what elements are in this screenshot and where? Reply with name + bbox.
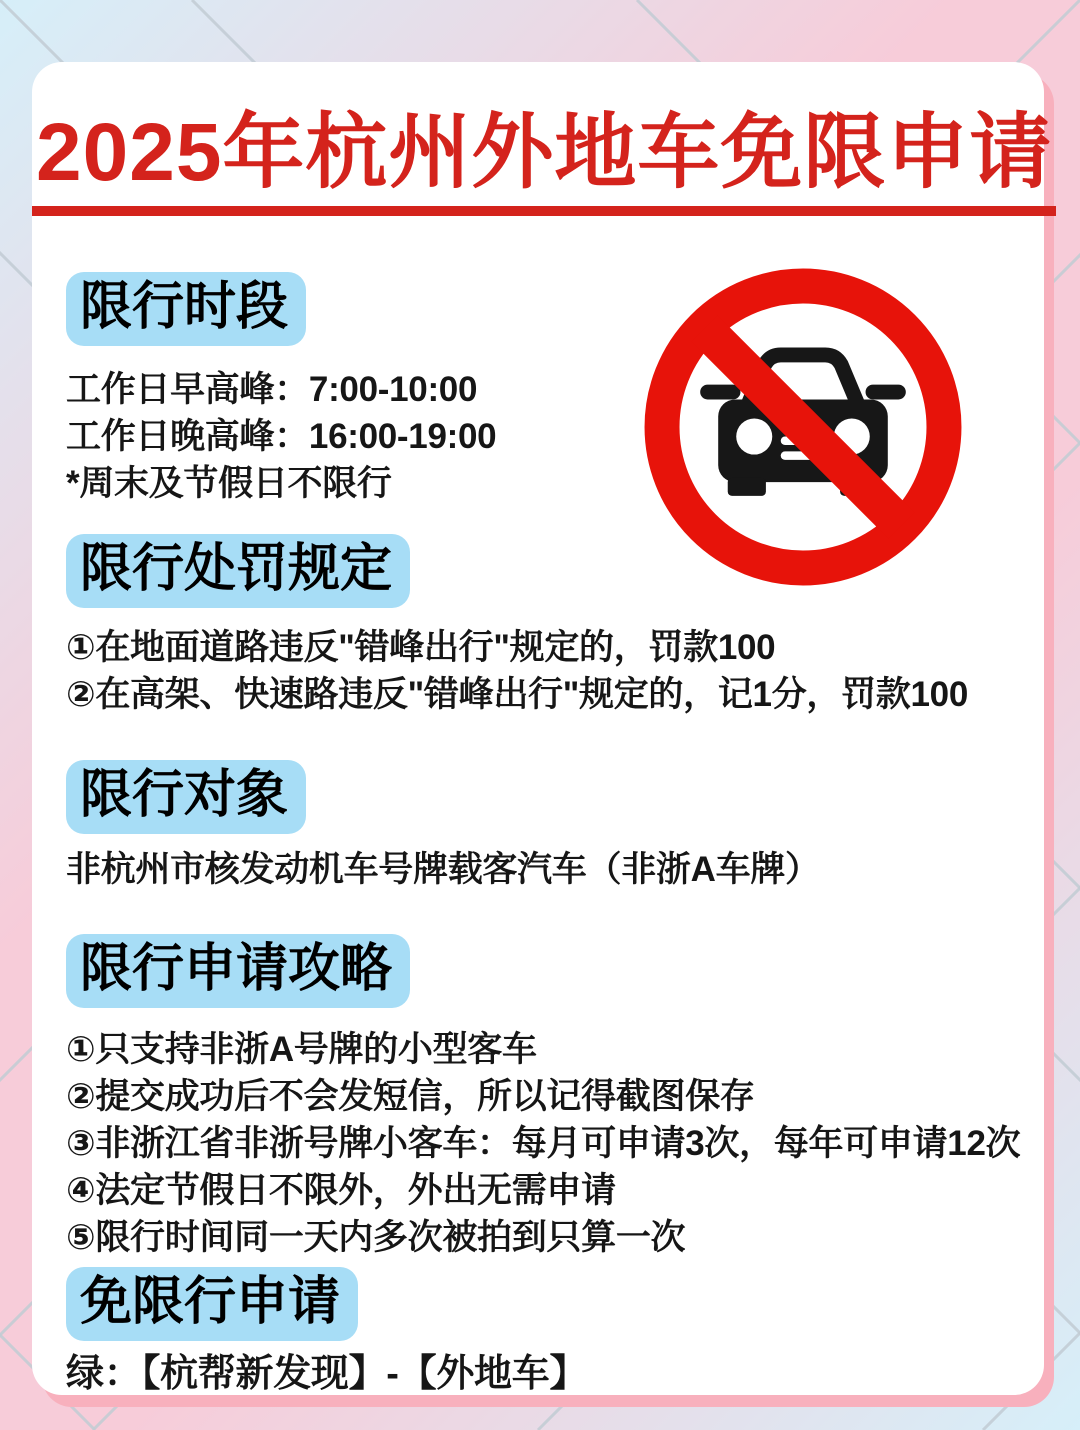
text-line: 工作日晚高峰：16:00-19:00	[66, 417, 497, 457]
section-restricted-vehicles	[66, 760, 1014, 893]
page-title: 2025年杭州外地车免限申请	[32, 110, 1056, 216]
list-item: ④法定节假日不限外，外出无需申请	[66, 1171, 616, 1211]
section-restriction-hours	[66, 272, 1014, 507]
section-heading: 限行时段	[66, 272, 306, 346]
text-line: 非杭州市核发动机车号牌载客汽车（非浙A车牌）	[66, 850, 820, 890]
section-heading: 限行处罚规定	[66, 534, 410, 608]
section-penalty-rules	[66, 534, 1014, 718]
list-item: ⑤限行时间同一天内多次被拍到只算一次	[66, 1218, 686, 1258]
section-heading: 限行对象	[66, 760, 306, 834]
list-item: ①只支持非浙A号牌的小型客车	[66, 1030, 537, 1070]
list-item: ②在高架、快速路违反"错峰出行"规定的，记1分，罚款100	[66, 675, 968, 715]
text-line: *周末及节假日不限行	[66, 464, 392, 504]
list-item: ③非浙江省非浙号牌小客车：每月可申请3次，每年可申请12次	[66, 1124, 1021, 1164]
list-item: ①在地面道路违反"错峰出行"规定的，罚款100	[66, 628, 776, 668]
text-line: 工作日早高峰：7:00-10:00	[66, 370, 478, 410]
section-heading: 免限行申请	[66, 1267, 358, 1341]
section-exemption-application	[66, 1267, 1014, 1399]
section-application-guide	[66, 934, 1021, 1261]
content-card	[32, 62, 1053, 1396]
section-heading: 限行申请攻略	[66, 934, 410, 1008]
text-line: 绿：【杭帮新发现】-【外地车】	[66, 1353, 588, 1396]
list-item: ②提交成功后不会发短信，所以记得截图保存	[66, 1077, 755, 1117]
